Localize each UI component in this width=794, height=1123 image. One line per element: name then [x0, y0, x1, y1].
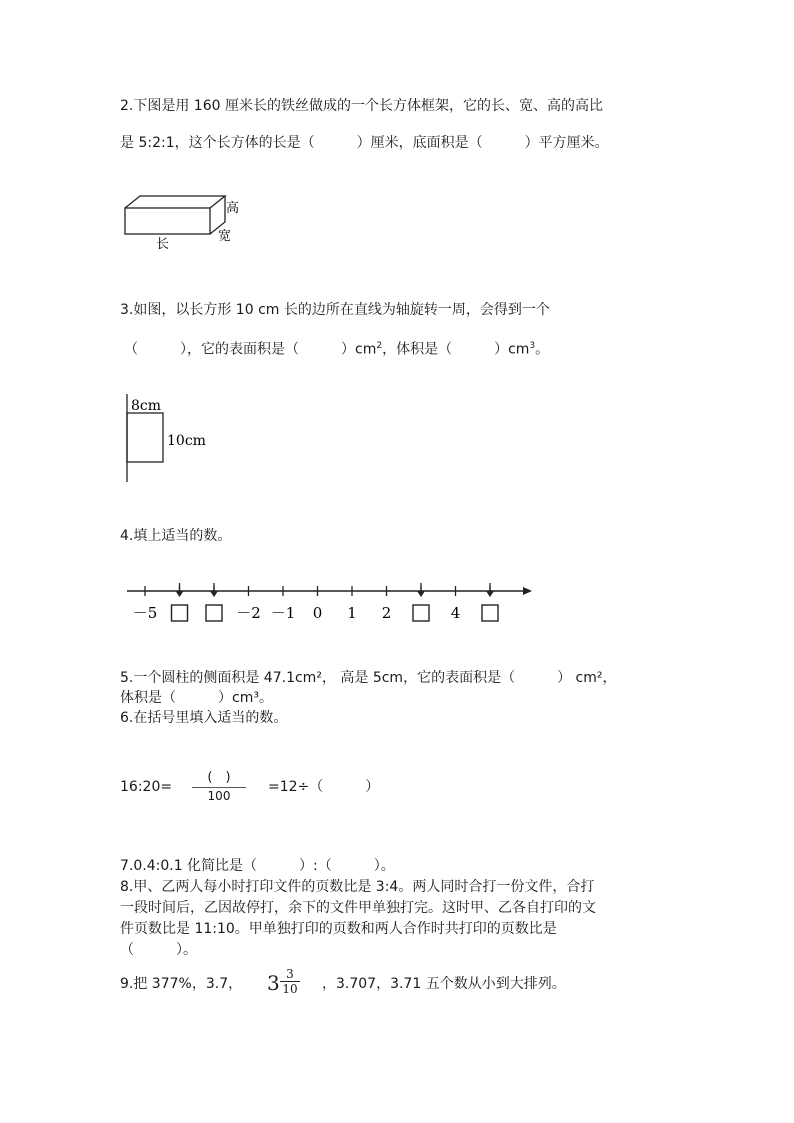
down-arrow-icon	[486, 591, 494, 597]
q3-line1: 3.如图，以长方形 10 cm 长的边所在直线为轴旋转一周，会得到一个	[120, 302, 550, 318]
q8-line1: 8.甲、乙两人每小时打印文件的页数比是 3:4。两人同时合打一份文件，合打	[120, 879, 595, 895]
tick-label: 1	[347, 604, 357, 622]
number-line-arrowhead	[523, 587, 532, 595]
tick-label: 0	[312, 604, 323, 622]
q9-part2: ，3.707，3.71 五个数从小到大排列。	[322, 976, 566, 992]
q8-line4: （ ）。	[120, 942, 197, 958]
q3-line2-b: ，体积是（ ）cm	[382, 341, 530, 358]
down-arrow-icon	[417, 591, 425, 597]
tick-label: －2	[236, 604, 261, 622]
cuboid-height-label: 高	[226, 201, 240, 216]
q3-line2	[124, 336, 549, 360]
cuboid-figure	[120, 190, 250, 255]
q9-mixed-denominator: 10	[282, 982, 298, 996]
number-line	[0, 570, 794, 640]
q2-line2: 是 5:2:1，这个长方体的长是（ ）厘米，底面积是（ ）平方厘米。	[120, 135, 609, 151]
q6-fraction	[192, 770, 246, 803]
q6-rhs: =12÷（ ）	[268, 779, 380, 795]
q5-line2: 体积是（ ）cm³。	[120, 690, 273, 706]
down-arrow-icon	[176, 591, 184, 597]
tick-label: 4	[450, 604, 461, 622]
q3-line2-a: （ ），它的表面积是（ ）cm	[124, 341, 377, 358]
q7-line: 7.0.4:0.1 化简比是（ ）:（ ）。	[120, 858, 395, 874]
q2-line1: 2.下图是用 160 厘米长的铁丝做成的一个长方体框架，它的长、宽、高的高比	[120, 98, 603, 114]
q6-denominator: 100	[207, 789, 231, 803]
q3-line2-c: 。	[535, 341, 550, 358]
q5-line1: 5.一个圆柱的侧面积是 47.1cm²， 高是 5cm，它的表面积是（ ） cm²，	[120, 670, 617, 686]
tick-label: －1	[270, 604, 296, 622]
rectangle-rotation-figure	[120, 392, 230, 487]
q9-mixed-whole: 3	[267, 971, 280, 995]
q8-line2: 一段时间后，乙因故停打，余下的文件甲单独打完。这时甲、乙各自打印的文	[120, 900, 596, 916]
cuboid-top-face	[125, 196, 225, 208]
answer-box[interactable]	[172, 605, 188, 621]
q9-mixed-fraction	[280, 967, 300, 996]
rectangle-shape	[127, 413, 163, 462]
q3-sup-2: 2	[376, 341, 383, 351]
q6-lhs: 16:20=	[120, 779, 173, 795]
label-10cm: 10cm	[167, 433, 206, 449]
q9-mixed-numerator: 3	[286, 967, 294, 981]
cuboid-length-label: 长	[156, 237, 170, 252]
q6-numerator-blank[interactable]: ( )	[207, 770, 231, 785]
cuboid-front-face	[125, 208, 210, 234]
tick-label: －5	[132, 604, 158, 622]
answer-box[interactable]	[482, 605, 498, 621]
cuboid-width-label: 宽	[218, 229, 232, 244]
label-8cm: 8cm	[131, 398, 162, 414]
q6-fraction-bar	[192, 787, 246, 788]
tick-label: 2	[381, 604, 392, 622]
q9-part1: 9.把 377%，3.7，	[120, 976, 243, 992]
down-arrow-icon	[210, 591, 218, 597]
answer-box[interactable]	[206, 605, 222, 621]
q8-line3: 件页数比是 11:10。甲单独打印的页数和两人合作时共打印的页数比是	[120, 921, 557, 937]
answer-box[interactable]	[413, 605, 429, 621]
q6-prompt: 6.在括号里填入适当的数。	[120, 710, 288, 726]
q4-prompt: 4.填上适当的数。	[120, 528, 232, 544]
q3-sup-3: 3	[529, 341, 536, 351]
